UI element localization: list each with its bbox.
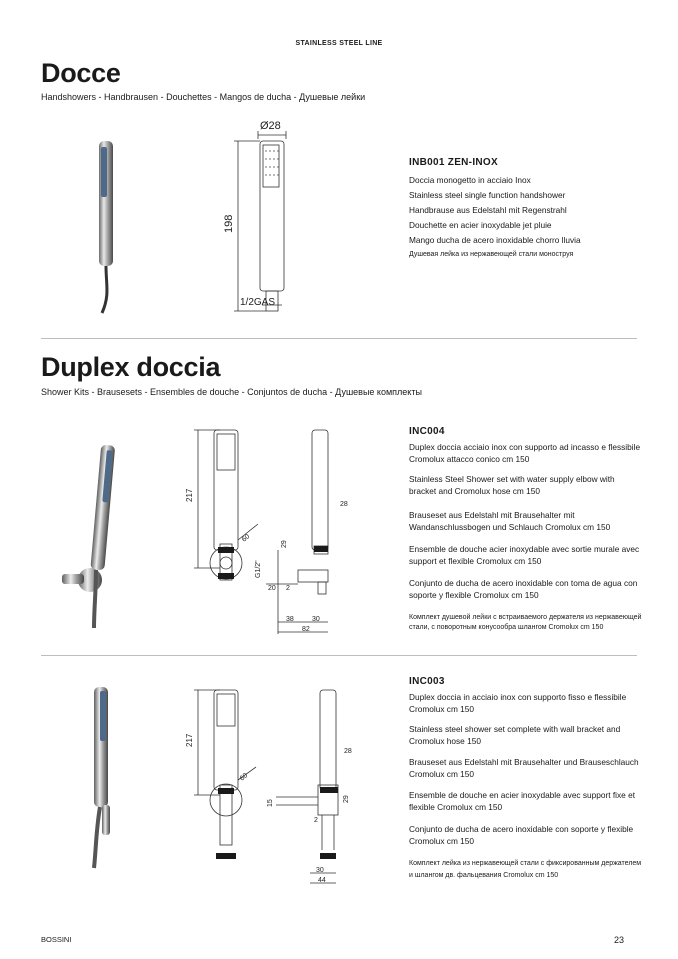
inb001-drawing: [220, 115, 320, 320]
inc004-d29-label: 29: [281, 540, 288, 548]
section-divider: [41, 655, 637, 656]
inc003-code: INC003: [409, 676, 445, 687]
duplex-subtitle: Shower Kits - Brausesets - Ensembles de douche - Conjuntos de ducha - Душевые комплекты: [41, 387, 422, 397]
inc004-paragraph: Stainless Steel Shower set with water supply elbow with bracket and Cromolux hose cm 150: [409, 474, 615, 496]
inc004-code: INC004: [409, 426, 445, 437]
inc003-h29-label: 29: [343, 795, 350, 803]
inc004-thread-label: G1/2": [255, 560, 262, 578]
inc003-photo: [70, 685, 130, 870]
inc004-paragraph: Conjunto de ducha de acero inoxidable con toma de agua con soporte y flexible Cromolux cm 150: [409, 578, 638, 600]
inc003-w2-label: 2: [314, 817, 318, 824]
duplex-title: Duplex doccia: [41, 352, 221, 382]
inc004-w82-label: 82: [302, 626, 310, 633]
inc004-paragraph: Ensemble de douche acier inoxydable avec sortie murale avec support et flexible Cromolux cm 150: [409, 544, 640, 566]
inc003-w30-label: 30: [316, 867, 324, 874]
inb001-line: Mango ducha de acero inoxidable chorro lluvia: [409, 235, 581, 245]
inc004-angle-label: 60: [240, 533, 252, 544]
inc003-d28-label: 28: [344, 748, 352, 755]
inc003-paragraph: Conjunto de ducha de acero inoxidable con soporte y flexible Cromolux cm 150: [409, 824, 634, 846]
inc004-d28-label: 28: [340, 501, 348, 508]
inc003-paragraph: Brauseset aus Edelstahl mit Brausehalter und Brauseschlauch Cromolux cm 150: [409, 757, 639, 779]
page-number: 23: [614, 935, 625, 945]
inc004-w38-label: 38: [286, 616, 294, 623]
docce-title: Docce: [41, 58, 121, 88]
inb001-photo: [88, 135, 128, 315]
inb001-line: Душевая лейка из нержавеющей стали моноструя: [409, 251, 574, 258]
inc004-paragraph: Duplex doccia acciaio inox con supporto ad incasso e flessibile Cromolux attacco conico cm 150: [409, 442, 641, 464]
inc003-paragraph: Duplex doccia in acciaio inox con supporto fisso e flessibile Cromolux cm 150: [409, 692, 627, 714]
inc003-paragraph: Stainless steel shower set complete with wall bracket and Cromolux hose 150: [409, 724, 621, 746]
section-label: STAINLESS STEEL LINE: [295, 40, 383, 47]
docce-subtitle: Handshowers - Handbrausen - Douchettes - Mangos de ducha - Душевые лейки: [41, 92, 366, 102]
inc003-w44-label: 44: [318, 877, 326, 884]
inc004-paragraph: Brauseset aus Edelstahl mit Brausehalter mit Wandanschlussbogen und Schlauch Cromolux cm 150: [409, 510, 611, 532]
inc003-angle-label: 60: [238, 772, 250, 783]
footer-brand: BOSSINI: [41, 935, 72, 944]
inb001-line: Douchette en acier inoxydable jet pluie: [409, 220, 552, 230]
inb001-thread-label: 1/2GAS: [240, 297, 276, 308]
inc003-height-label: 217: [185, 733, 194, 747]
inc004-photo: [60, 440, 130, 630]
inc004-height-label: 217: [185, 488, 194, 502]
inc004-drawing: [180, 420, 365, 640]
inc004-w20-label: 20: [268, 585, 276, 592]
inc004-w2-label: 2: [286, 585, 290, 592]
inb001-height-label: 198: [223, 214, 235, 233]
inb001-code: INB001 ZEN-INOX: [409, 157, 498, 168]
inc003-h15-label: 15: [267, 799, 274, 807]
inc003-paragraph: Ensemble de douche en acier inoxydable avec support fixe et flexible Cromolux cm 150: [409, 790, 636, 812]
inc004-w30-label: 30: [312, 616, 320, 623]
inc003-russian: Комплект лейка из нержавеющей стали с фиксированным держателем и шлангом дв. фальцевания Cromolux cm 150: [409, 860, 642, 879]
inc003-drawing: [180, 685, 365, 890]
section-divider: [41, 338, 637, 339]
inb001-line: Stainless steel single function handshower: [409, 190, 566, 200]
inc004-russian: Комплект душевой лейки с встраиваемого держателя из нержавеющей стали, с поворотным конусообра шлангом Cromolux cm 150: [409, 614, 642, 631]
inb001-diameter-label: Ø28: [260, 120, 281, 132]
inb001-line: Handbrause aus Edelstahl mit Regenstrahl: [409, 205, 567, 215]
inb001-line: Doccia monogetto in acciaio Inox: [409, 175, 531, 185]
